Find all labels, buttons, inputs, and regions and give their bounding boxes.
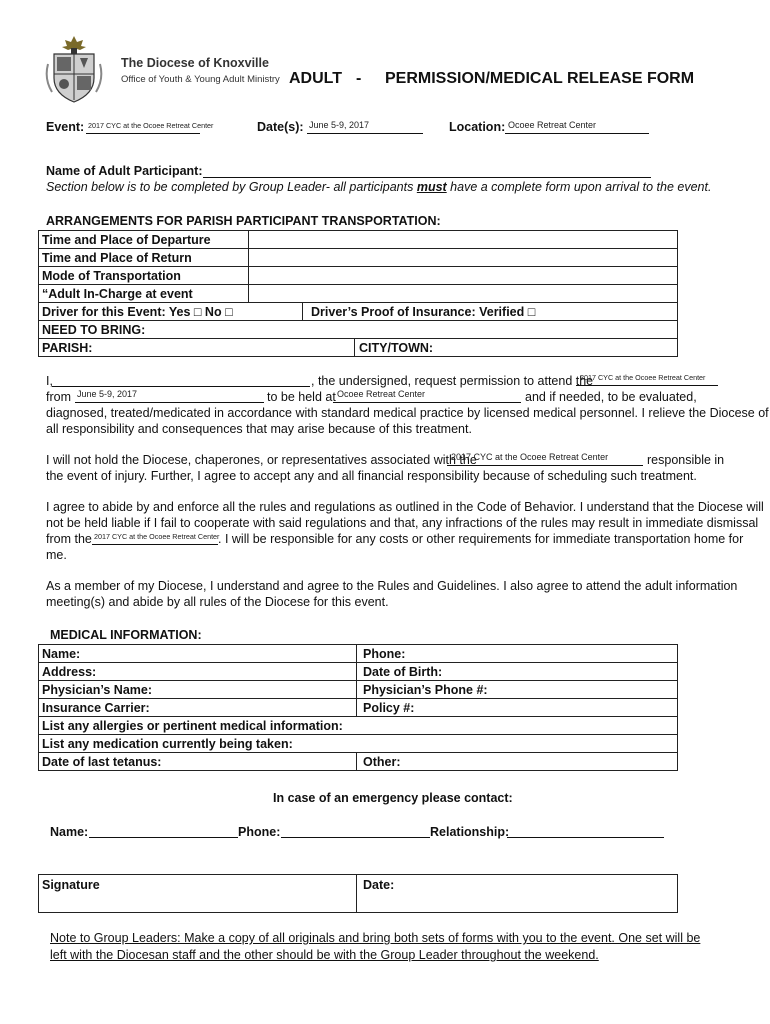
med-allergies-field[interactable]: List any allergies or pertinent medical information: bbox=[39, 717, 678, 735]
member-line1: As a member of my Diocese, I understand and agree to the Rules and Guidelines. I also agree to attend the adult information bbox=[46, 579, 738, 593]
transport-table bbox=[38, 230, 678, 357]
conduct-line4: me. bbox=[46, 548, 67, 562]
emergency-relationship-label: Relationship: bbox=[430, 825, 510, 839]
table-row bbox=[39, 231, 678, 249]
location-field[interactable] bbox=[505, 119, 649, 134]
emergency-heading: In case of an emergency please contact: bbox=[273, 791, 513, 805]
med-policy-field[interactable]: Policy #: bbox=[357, 699, 678, 717]
conduct-event-field[interactable] bbox=[92, 531, 218, 545]
perm-i: I, bbox=[46, 374, 53, 388]
footer-note-line2: left with the Diocesan staff and the other should be with the Group Leader throughout the weekend. bbox=[50, 948, 599, 962]
table-row bbox=[39, 321, 678, 339]
note-post: have a complete form upon arrival to the event. bbox=[446, 180, 712, 194]
member-line2: meeting(s) and abide by all rules of the Diocese for this event. bbox=[46, 595, 389, 609]
diocese-crest-logo bbox=[44, 34, 104, 104]
org-name: The Diocese of Knoxville bbox=[121, 56, 269, 70]
location-value: Ocoee Retreat Center bbox=[508, 120, 597, 130]
participant-note bbox=[46, 180, 711, 194]
insurance-verified[interactable]: Driver’s Proof of Insurance: Verified □ bbox=[303, 303, 678, 321]
conduct-event-value: 2017 CYC at the Ocoee Retreat Center bbox=[94, 532, 220, 541]
conduct-line2: not be held liable if I fail to cooperate with said regulations and that, any infractions of the rules may result in immediate dismissal bbox=[46, 516, 759, 530]
title-dash: - bbox=[356, 70, 362, 87]
hold-event-field[interactable] bbox=[447, 452, 643, 466]
emergency-relationship-field[interactable] bbox=[507, 824, 664, 838]
hold-line1: I will not hold the Diocese, chaperones, or representatives associated with the bbox=[46, 453, 477, 467]
med-physician-phone-field[interactable]: Physician’s Phone #: bbox=[357, 681, 678, 699]
event-value: 2017 CYC at the Ocoee Retreat Center bbox=[88, 121, 214, 130]
perm-held: to be held at bbox=[267, 390, 336, 404]
participant-name-field[interactable] bbox=[203, 163, 651, 178]
mode-field[interactable] bbox=[249, 267, 678, 285]
signature-table bbox=[38, 874, 678, 913]
return-label: Time and Place of Return bbox=[39, 249, 249, 267]
perm-date-field[interactable] bbox=[75, 389, 264, 403]
hold-line1-end: responsible in bbox=[647, 453, 725, 467]
perm-from: from bbox=[46, 390, 71, 404]
table-row bbox=[39, 699, 678, 717]
table-row bbox=[39, 249, 678, 267]
table-row bbox=[39, 285, 678, 303]
perm-line4: all responsibility and consequences that may arise because of this treatment. bbox=[46, 422, 472, 436]
perm-location-field[interactable] bbox=[333, 389, 521, 403]
med-physician-field[interactable]: Physician’s Name: bbox=[39, 681, 357, 699]
table-row bbox=[39, 753, 678, 771]
med-tetanus-field[interactable]: Date of last tetanus: bbox=[39, 753, 357, 771]
event-field[interactable] bbox=[86, 119, 214, 134]
dates-field[interactable] bbox=[307, 119, 423, 134]
driver-yes-no[interactable]: Driver for this Event: Yes □ No □ bbox=[39, 303, 303, 321]
transport-heading: ARRANGEMENTS FOR PARISH PARTICIPANT TRANSPORTATION: bbox=[46, 214, 441, 228]
emergency-phone-label: Phone: bbox=[238, 825, 281, 839]
table-row bbox=[39, 735, 678, 753]
need-to-bring[interactable]: NEED TO BRING: bbox=[39, 321, 678, 339]
emergency-name-label: Name: bbox=[50, 825, 89, 839]
perm-line2-end: and if needed, to be evaluated, bbox=[525, 390, 697, 404]
med-address-field[interactable]: Address: bbox=[39, 663, 357, 681]
perm-event-field[interactable] bbox=[576, 372, 718, 386]
perm-line3: diagnosed, treated/medicated in accordance with standard medical practice by licensed medical personnel. I relieve the Diocese of bbox=[46, 406, 769, 420]
table-row bbox=[39, 681, 678, 699]
table-row bbox=[39, 339, 678, 357]
signature-date-field[interactable]: Date: bbox=[357, 875, 678, 913]
parish-field[interactable]: PARISH: bbox=[39, 339, 355, 357]
conduct-from: from the bbox=[46, 532, 92, 546]
med-other-field[interactable]: Other: bbox=[357, 753, 678, 771]
hold-event-value: 2017 CYC at the Ocoee Retreat Center bbox=[451, 452, 609, 462]
org-subtitle: Office of Youth & Young Adult Ministry bbox=[121, 74, 280, 85]
table-row bbox=[39, 717, 678, 735]
conduct-line3-end: . I will be responsible for any costs or other requirements for immediate transportation home for bbox=[218, 532, 744, 546]
perm-location-value: Ocoee Retreat Center bbox=[337, 389, 426, 399]
form-title: PERMISSION/MEDICAL RELEASE FORM bbox=[385, 70, 695, 87]
footer-note-line1: Note to Group Leaders: Make a copy of all originals and bring both sets of forms with you to the event. One set will be bbox=[50, 931, 701, 945]
conduct-line1: I agree to abide by and enforce all the rules and regulations as outlined in the Code of Behavior. I understand that the Diocese will bbox=[46, 500, 764, 514]
emergency-phone-field[interactable] bbox=[281, 824, 430, 838]
table-row bbox=[39, 645, 678, 663]
med-name-field[interactable]: Name: bbox=[39, 645, 357, 663]
dates-value: June 5-9, 2017 bbox=[309, 120, 370, 130]
in-charge-label: “Adult In-Charge at event bbox=[39, 285, 249, 303]
hold-line2: the event of injury. Further, I agree to accept any and all financial responsibility because of scheduling such treatment. bbox=[46, 469, 697, 483]
table-row bbox=[39, 303, 678, 321]
perm-date-value: June 5-9, 2017 bbox=[77, 389, 138, 399]
perm-line1: , the undersigned, request permission to attend the bbox=[311, 374, 594, 388]
departure-label: Time and Place of Departure bbox=[39, 231, 249, 249]
participant-name-label: Name of Adult Participant: bbox=[46, 164, 203, 178]
perm-event-value: 2017 CYC at the Ocoee Retreat Center bbox=[580, 373, 706, 382]
perm-name-field[interactable] bbox=[52, 373, 310, 387]
city-field[interactable]: CITY/TOWN: bbox=[355, 339, 678, 357]
emergency-name-field[interactable] bbox=[89, 824, 238, 838]
signature-field[interactable]: Signature bbox=[39, 875, 357, 913]
departure-field[interactable] bbox=[249, 231, 678, 249]
note-pre: Section below is to be completed by Group Leader- all participants bbox=[46, 180, 417, 194]
medical-heading: MEDICAL INFORMATION: bbox=[50, 628, 202, 642]
location-label: Location: bbox=[449, 120, 506, 134]
return-field[interactable] bbox=[249, 249, 678, 267]
mode-label: Mode of Transportation bbox=[39, 267, 249, 285]
note-must: must bbox=[416, 180, 447, 194]
medical-table bbox=[38, 644, 678, 771]
table-row bbox=[39, 663, 678, 681]
med-dob-field[interactable]: Date of Birth: bbox=[357, 663, 678, 681]
med-phone-field[interactable]: Phone: bbox=[357, 645, 678, 663]
table-row bbox=[39, 267, 678, 285]
med-medication-field[interactable]: List any medication currently being taken: bbox=[39, 735, 678, 753]
table-row bbox=[39, 875, 678, 913]
event-label: Event: bbox=[46, 120, 85, 134]
in-charge-field[interactable] bbox=[249, 285, 678, 303]
dates-label: Date(s): bbox=[257, 120, 304, 134]
med-carrier-field[interactable]: Insurance Carrier: bbox=[39, 699, 357, 717]
form-type: ADULT bbox=[289, 70, 343, 87]
